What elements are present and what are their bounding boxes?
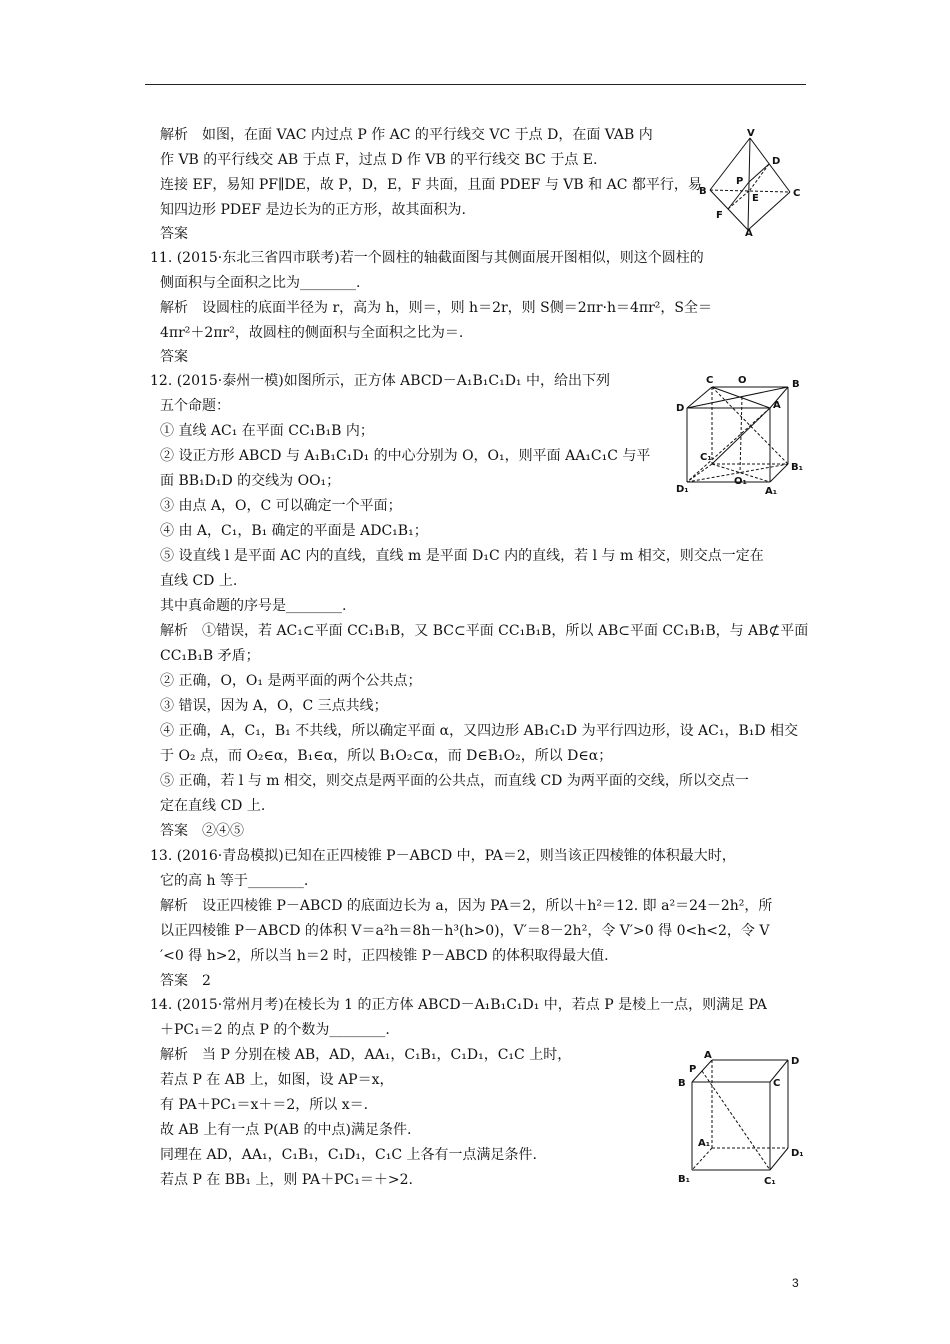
text-line: 解析 ①错误，若 AC₁⊂平面 CC₁B₁B，又 BC⊂平面 CC₁B₁B，所以 AB⊂平面 CC₁B₁B，与 AB⊄平面 — [160, 623, 809, 639]
text-line: ＋PC₁＝2 的点 P 的个数为________. — [160, 1022, 390, 1038]
text-line: 连接 EF，易知 PF∥DE，故 P，D，E，F 共面，且面 PDEF 与 VB 和 AC 都平行，易 — [160, 177, 702, 193]
text-line: ⑤ 设直线 l 是平面 AC 内的直线，直线 m 是平面 D₁C 内的直线，若 l 与 m 相交，则交点一定在 — [160, 548, 764, 564]
text-line: 其中真命题的序号是________. — [160, 598, 347, 614]
header-rule — [145, 84, 806, 85]
figure-label: B — [699, 186, 707, 197]
figure-cube-2 — [672, 1050, 812, 1194]
figure-label: B — [792, 379, 800, 390]
figure-label: D₁ — [676, 484, 689, 495]
answer-line: 答案 2 — [160, 973, 211, 989]
figure-label: C — [706, 375, 714, 386]
figure-label: A₁ — [765, 486, 778, 497]
figure-label: B₁ — [791, 462, 804, 473]
figure-label: B — [678, 1078, 686, 1089]
figure-label: O₁ — [734, 476, 747, 487]
figure-label: F — [716, 210, 723, 221]
text-line: 解析 当 P 分别在棱 AB，AD，AA₁，C₁B₁，C₁D₁，C₁C 上时， — [160, 1047, 572, 1063]
problem-11: 11. (2015·东北三省四市联考)若一个圆柱的轴截面图与其侧面展开图相似，则这个圆柱的 — [150, 250, 704, 266]
text-line: ③ 由点 A，O，C 可以确定一个平面； — [160, 498, 402, 514]
figure-pyramid — [690, 126, 810, 240]
text-line: ② 正确，O，O₁ 是两平面的两个公共点； — [160, 673, 422, 689]
problem-13: 13. (2016·青岛模拟)已知在正四棱锥 P－ABCD 中，PA＝2，则当该正四棱锥的体积最大时， — [150, 848, 736, 864]
text-line: ③ 错误，因为 A，O，C 三点共线； — [160, 698, 388, 714]
text-line: ′<0 得 h>2，所以当 h＝2 时，正四棱锥 P－ABCD 的体积取得最大值. — [160, 948, 609, 964]
text-line: 它的高 h 等于________. — [160, 873, 309, 889]
text-line: 定在直线 CD 上. — [160, 798, 266, 814]
figure-label: C — [773, 1078, 781, 1089]
figure-label: A — [704, 1050, 712, 1061]
answer-line: 答案 ②④⑤ — [160, 823, 244, 839]
text-line: ④ 正确，A，C₁，B₁ 不共线，所以确定平面 α，又四边形 AB₁C₁D 为平行四边形，设 AC₁，B₁D 相交 — [160, 723, 799, 739]
figure-label: D — [791, 1056, 800, 1067]
text-line: 故 AB 上有一点 P(AB 的中点)满足条件. — [160, 1122, 412, 1138]
text-line: ⑤ 正确，若 l 与 m 相交，则交点是两平面的公共点，而直线 CD 为两平面的交线，所以交点一 — [160, 773, 749, 789]
text-line: 作 VB 的平行线交 AB 于点 F，过点 D 作 VB 的平行线交 BC 于点 E. — [160, 152, 598, 168]
text-line: 五个命题： — [160, 398, 230, 414]
text-line: 知四边形 PDEF 是边长为的正方形，故其面积为. — [160, 202, 466, 218]
problem-12: 12. (2015·泰州一模)如图所示，正方体 ABCD－A₁B₁C₁D₁ 中，给出下列 — [150, 373, 610, 389]
text-line: 解析 设圆柱的底面半径为 r，高为 h，则＝，则 h＝2r，则 S侧＝2πr·h＝4πr²，S全＝ — [160, 300, 712, 316]
text-line: 侧面积与全面积之比为________. — [160, 275, 361, 291]
text-line: 面 BB₁D₁D 的交线为 OO₁； — [160, 473, 341, 489]
problem-14: 14. (2015·常州月考)在棱长为 1 的正方体 ABCD－A₁B₁C₁D₁ 中，若点 P 是棱上一点，则满足 PA — [150, 997, 767, 1013]
page-number: 3 — [792, 1276, 799, 1290]
figure-label: D₁ — [791, 1148, 804, 1159]
text-line: ② 设正方形 ABCD 与 A₁B₁C₁D₁ 的中心分别为 O，O₁，则平面 AA₁C₁C 与平 — [160, 448, 651, 464]
figure-label: C₁ — [764, 1176, 776, 1187]
text-line: 有 PA＋PC₁＝x＋＝2，所以 x＝. — [160, 1097, 369, 1113]
text-line: 直线 CD 上. — [160, 573, 238, 589]
figure-cube-1 — [672, 372, 812, 506]
figure-label: P — [689, 1064, 697, 1075]
text-line: 若点 P 在 BB₁ 上，则 PA＋PC₁＝＋>2. — [160, 1172, 413, 1188]
figure-label: E — [752, 193, 759, 204]
figure-label: A — [773, 400, 781, 411]
text-line: ④ 由 A，C₁，B₁ 确定的平面是 ADC₁B₁； — [160, 523, 428, 539]
figure-label: V — [747, 128, 755, 139]
figure-label: C — [793, 188, 801, 199]
figure-label: C₁ — [700, 452, 712, 463]
figure-label: B₁ — [678, 1174, 691, 1185]
figure-label: D — [676, 403, 685, 414]
text-line: 若点 P 在 AB 上，如图，设 AP＝x， — [160, 1072, 394, 1088]
text-line: 同理在 AD，AA₁，C₁B₁，C₁D₁，C₁C 上各有一点满足条件. — [160, 1147, 537, 1163]
text-line: 解析 设正四棱锥 P－ABCD 的底面边长为 a，因为 PA＝2，所以＋h²＝12. 即 a²＝24－2h²，所 — [160, 898, 773, 914]
figure-label: D — [772, 156, 781, 167]
figure-label: A — [745, 228, 753, 236]
text-line: ① 直线 AC₁ 在平面 CC₁B₁B 内； — [160, 423, 374, 439]
answer-label: 答案 — [160, 349, 188, 365]
text-line: CC₁B₁B 矛盾； — [160, 648, 260, 664]
text-line: 于 O₂ 点，而 O₂∈α，B₁∈α，所以 B₁O₂⊂α，而 D∈B₁O₂，所以 D∈α； — [160, 748, 613, 764]
figure-label: P — [736, 176, 744, 187]
text-line: 解析 如图，在面 VAC 内过点 P 作 AC 的平行线交 VC 于点 D，在面 VAB 内 — [160, 127, 653, 143]
answer-label: 答案 — [160, 226, 188, 242]
figure-label: O — [738, 375, 747, 386]
figure-label: A₁ — [698, 1138, 711, 1149]
text-line: 以正四棱锥 P－ABCD 的体积 V＝a²h＝8h－h³(h>0)，V′＝8－2h²，令 V′>0 得 0<h<2，令 V — [160, 923, 770, 939]
text-line: 4πr²＋2πr²，故圆柱的侧面积与全面积之比为＝. — [160, 325, 464, 341]
